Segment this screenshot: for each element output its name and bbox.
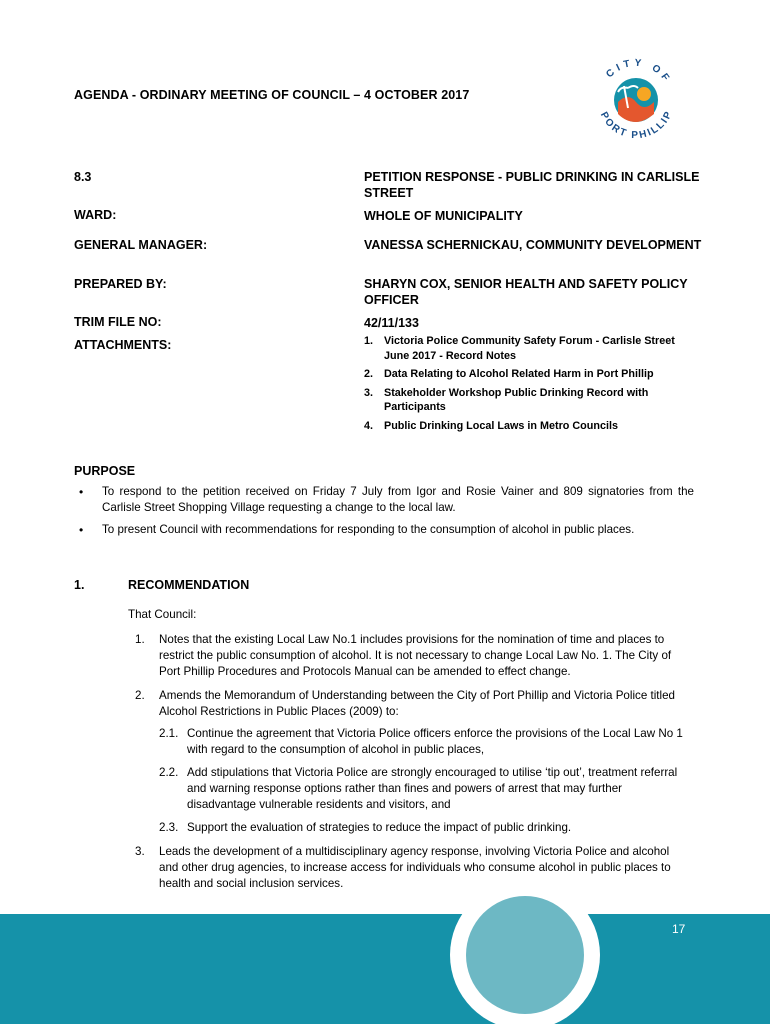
attachment-number: 1. [364,335,374,347]
trim-file-label: TRIM FILE NO: [74,315,162,329]
sub-item-text: Support the evaluation of strategies to reduce the impact of public drinking. [187,821,572,834]
attachment-number: 2. [364,368,374,380]
recommendation-sub-item [159,765,688,813]
sub-item-text: Continue the agreement that Victoria Police officers enforce the provisions of the Local Law No 1 with regard to the consumption of alcohol in public places, [187,727,683,756]
bullet-icon: • [79,485,84,499]
agenda-title: AGENDA - ORDINARY MEETING OF COUNCIL – 4 OCTOBER 2017 [74,88,470,102]
bullet-icon: • [79,523,84,537]
attachment-number: 3. [364,386,374,399]
recommendation-number: 3. [135,845,145,858]
recommendation-sub-item [159,726,688,758]
recommendation-list [128,632,688,900]
purpose-list [74,484,694,544]
recommendation-text: Notes that the existing Local Law No.1 includes provisions for the nomination of time and places to restrict the public consumption of alcohol. It is not necessary to change Local Law No. 1. The City of Port Phillip Procedures and Protocols Manual can be amended to effect change. [159,633,672,678]
recommendation-sub-list [159,726,688,836]
recommendation-text: Leads the development of a multidisciplinary agency response, involving Victoria Police and alcohol and other drug agencies, to increase access for individuals who consume alcohol in public places to health and social inclusion services. [159,845,671,890]
attachment-text: Victoria Police Community Safety Forum - Carlisle Street June 2017 - Record Notes [384,335,675,362]
purpose-text: To present Council with recommendations for responding to the consumption of alcohol in public places. [102,523,635,536]
purpose-item [74,484,694,516]
purpose-text: To respond to the petition received on Friday 7 July from Igor and Rosie Vainer and 809 signatories from the Carlisle Street Shopping Village requesting a change to the local law. [102,485,694,514]
attachment-item[interactable] [364,334,694,363]
trim-file-value: 42/11/133 [364,316,419,330]
attachment-item[interactable] [364,419,694,434]
general-manager-label: GENERAL MANAGER: [74,238,208,252]
recommendation-item [128,632,688,680]
section-heading: RECOMMENDATION [128,578,250,592]
sub-item-number: 2.3. [159,821,179,834]
attachment-text: Public Drinking Local Laws in Metro Councils [384,419,618,432]
attachment-item[interactable] [364,367,694,382]
purpose-heading: PURPOSE [74,464,136,478]
recommendation-text: Amends the Memorandum of Understanding between the City of Port Phillip and Victoria Police titled Alcohol Restrictions in Public Places (2009) to: [159,689,675,718]
attachment-item[interactable] [364,386,694,415]
attachments-list [364,334,694,437]
footer-band [0,914,770,1024]
attachment-text: Data Relating to Alcohol Related Harm in Port Phillip [384,368,654,380]
ward-label: WARD: [74,208,117,222]
item-number: 8.3 [74,170,92,184]
sub-item-number: 2.1. [159,727,179,740]
sub-item-number: 2.2. [159,766,179,779]
purpose-item [74,522,694,538]
prepared-by-value: SHARYN COX, SENIOR HEALTH AND SAFETY POLICY OFFICER [364,277,688,307]
attachment-number: 4. [364,419,374,432]
sub-item-text: Add stipulations that Victoria Police are strongly encouraged to utilise ‘tip out’, treatment referral and warning response options rather than fines and powers of arrest that may further disadvantage vulnerable residents and visitors, and [187,766,678,811]
recommendation-number: 2. [135,689,145,702]
footer-circle-inner-decoration [466,896,584,1014]
attachments-label: ATTACHMENTS: [74,338,172,352]
recommendation-intro: That Council: [128,608,197,621]
svg-text:CITY OF: CITY OF [604,57,674,87]
attachment-text: Stakeholder Workshop Public Drinking Record with Participants [384,386,649,413]
recommendation-number: 1. [135,633,145,646]
general-manager-value: VANESSA SCHERNICKAU, COMMUNITY DEVELOPMENT [364,238,702,252]
page-number: 17 [672,922,686,936]
recommendation-item [128,688,688,836]
item-title: PETITION RESPONSE - PUBLIC DRINKING IN CARLISLE STREET [364,170,700,200]
recommendation-item [128,844,688,892]
ward-value: WHOLE OF MUNICIPALITY [364,209,523,223]
section-number: 1. [74,578,85,592]
svg-text:PORT PHILLIP: PORT PHILLIP [597,108,676,142]
logo-emblem-icon [588,52,684,148]
city-of-port-phillip-logo [588,52,684,148]
prepared-by-label: PREPARED BY: [74,277,167,291]
recommendation-sub-item [159,820,688,836]
